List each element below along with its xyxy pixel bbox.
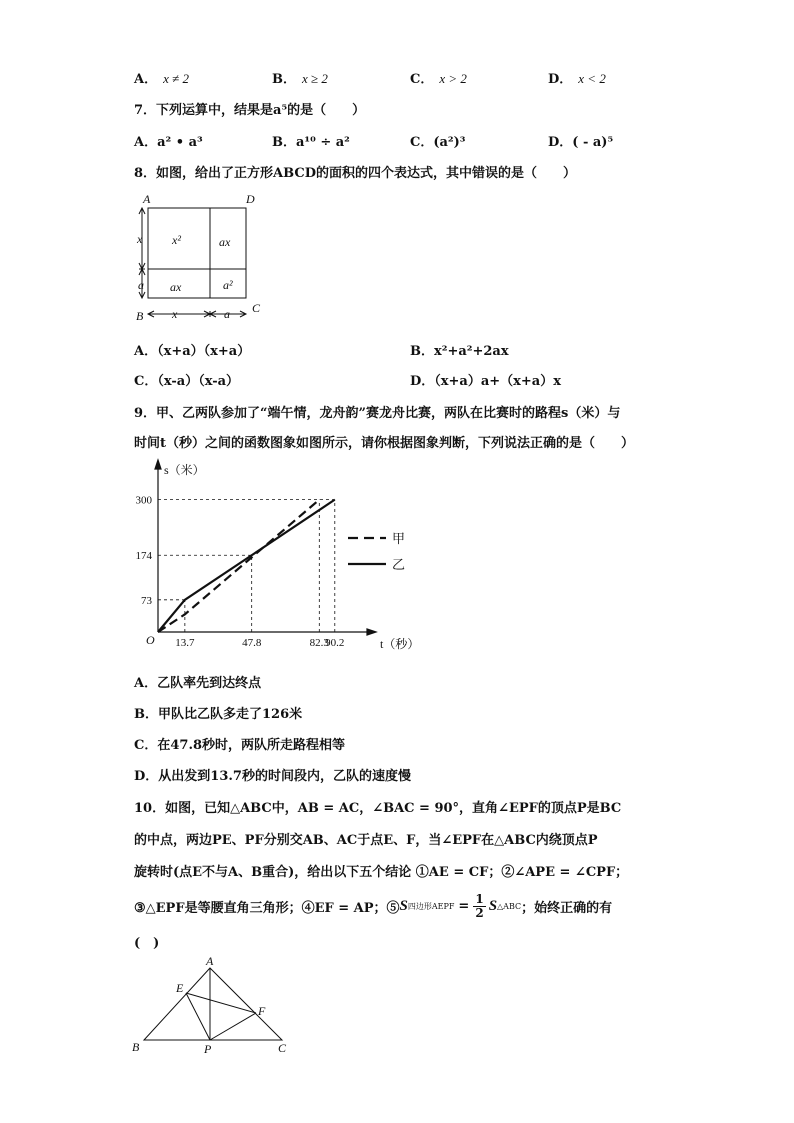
q9-stem-line1: 9．甲、乙两队参加了“端午情，龙舟韵”赛龙舟比赛，两队在比赛时的路程s（米）与 xyxy=(134,406,621,421)
segment-pe xyxy=(186,993,210,1040)
point-f: F xyxy=(258,1004,266,1018)
s-subscript-quad: 四边形AEPF xyxy=(407,902,455,911)
series-line-甲 xyxy=(158,500,319,632)
side-x-bottom: x xyxy=(172,307,178,321)
q8-option-a: A．（x+a）（x+a） xyxy=(134,344,251,359)
q8-square-figure xyxy=(128,190,268,325)
q7-option-a: A．a² • a³ xyxy=(134,135,203,150)
q9-stem-line2: 时间t（秒）之间的函数图象如图所示，请你根据图象判断，下列说法正确的是（ ） xyxy=(134,436,635,451)
q10-line1: 10．如图，已知△ABC中，AB = AC，∠BAC = 90°，直角∠EPF的顶点P是BC xyxy=(134,801,622,816)
q6-option-d: D． x < 2 xyxy=(548,71,606,87)
q8-stem: 8．如图，给出了正方形ABCD的面积的四个表达式，其中错误的是（ ） xyxy=(134,166,576,181)
q7-option-b: B．a¹⁰ ÷ a² xyxy=(272,135,350,150)
x-axis-arrow xyxy=(367,629,376,635)
corner-a: A xyxy=(143,192,151,206)
corner-d: D xyxy=(246,192,255,206)
corner-c: C xyxy=(252,301,261,315)
origin-label: O xyxy=(146,633,155,647)
q7-option-c: C．(a²)³ xyxy=(410,135,466,150)
x-tick-90.2: 90.2 xyxy=(325,637,345,649)
y-tick-300: 300 xyxy=(135,494,152,507)
q9-option-c: C．在47.8秒时，两队所走路程相等 xyxy=(134,738,346,753)
fraction-half: $\frac{1}{2}$ xyxy=(475,892,484,920)
side-a-left: a xyxy=(138,278,144,292)
x-tick-13.7: 13.7 xyxy=(175,637,195,649)
legend-label-乙: 乙 xyxy=(392,557,406,572)
q6-option-b: B． x ≥ 2 xyxy=(272,71,328,87)
x-axis-label: t（秒） xyxy=(380,637,420,651)
q9-distance-time-chart xyxy=(130,458,420,658)
q9-option-d: D．从出发到13.7秒的时间段内，乙队的速度慢 xyxy=(134,769,411,784)
x-tick-47.8: 47.8 xyxy=(242,637,262,649)
point-c: C xyxy=(278,1041,287,1055)
q10-triangle-figure xyxy=(128,953,298,1058)
cell-x-squared: x² xyxy=(172,233,181,247)
q9-option-a: A．乙队率先到达终点 xyxy=(134,676,262,691)
point-b: B xyxy=(132,1040,140,1054)
q9-option-b: B．甲队比乙队多走了126米 xyxy=(134,707,303,722)
q8-option-c: C．（x-a）（x-a） xyxy=(134,374,240,389)
q10-line3: 旋转时(点E不与A、B重合)，给出以下五个结论 ①AE = CF；②∠APE = ∠CPF； xyxy=(134,865,629,880)
s-subscript-abc: △ABC xyxy=(497,902,522,911)
q6-option-a: A． x ≠ 2 xyxy=(134,71,189,87)
side-a-bottom: a xyxy=(224,307,230,321)
y-axis-arrow xyxy=(155,460,161,469)
q10-line4: ③△EPF是等腰直角三角形；④EF = AP；⑤ S 四边形AEPF = $\frac{1}{2}$ S △ABC ；始终正确的有 xyxy=(134,892,613,920)
q6-option-c: C． x > 2 xyxy=(410,71,467,87)
point-a: A xyxy=(206,954,214,968)
x-tick-82.3: 82.3 xyxy=(309,637,329,649)
legend-label-甲: 甲 xyxy=(392,531,406,546)
q7-stem: 7．下列运算中，结果是a⁵的是（ ） xyxy=(134,103,366,118)
y-axis-label: s（米） xyxy=(164,463,205,477)
y-tick-73: 73 xyxy=(141,594,152,607)
cell-a-squared: a² xyxy=(223,278,233,292)
cell-ax-top: ax xyxy=(219,235,231,249)
q8-option-b: B．x²+a²+2ax xyxy=(410,344,509,359)
y-tick-174: 174 xyxy=(135,550,152,563)
q7-option-d: D．( - a)⁵ xyxy=(548,135,614,150)
segment-pf xyxy=(210,1013,256,1040)
q10-line2: 的中点，两边PE、PF分别交AB、AC于点E、F，当∠EPF在△ABC内绕顶点P xyxy=(134,833,598,848)
point-p: P xyxy=(204,1042,212,1056)
point-e: E xyxy=(176,981,184,995)
cell-ax-bottom: ax xyxy=(170,280,182,294)
side-x-left: x xyxy=(137,232,143,246)
q10-line5: ( ) xyxy=(134,936,160,951)
q8-option-d: D．（x+a）a+（x+a）x xyxy=(410,374,561,389)
corner-b: B xyxy=(136,309,144,323)
